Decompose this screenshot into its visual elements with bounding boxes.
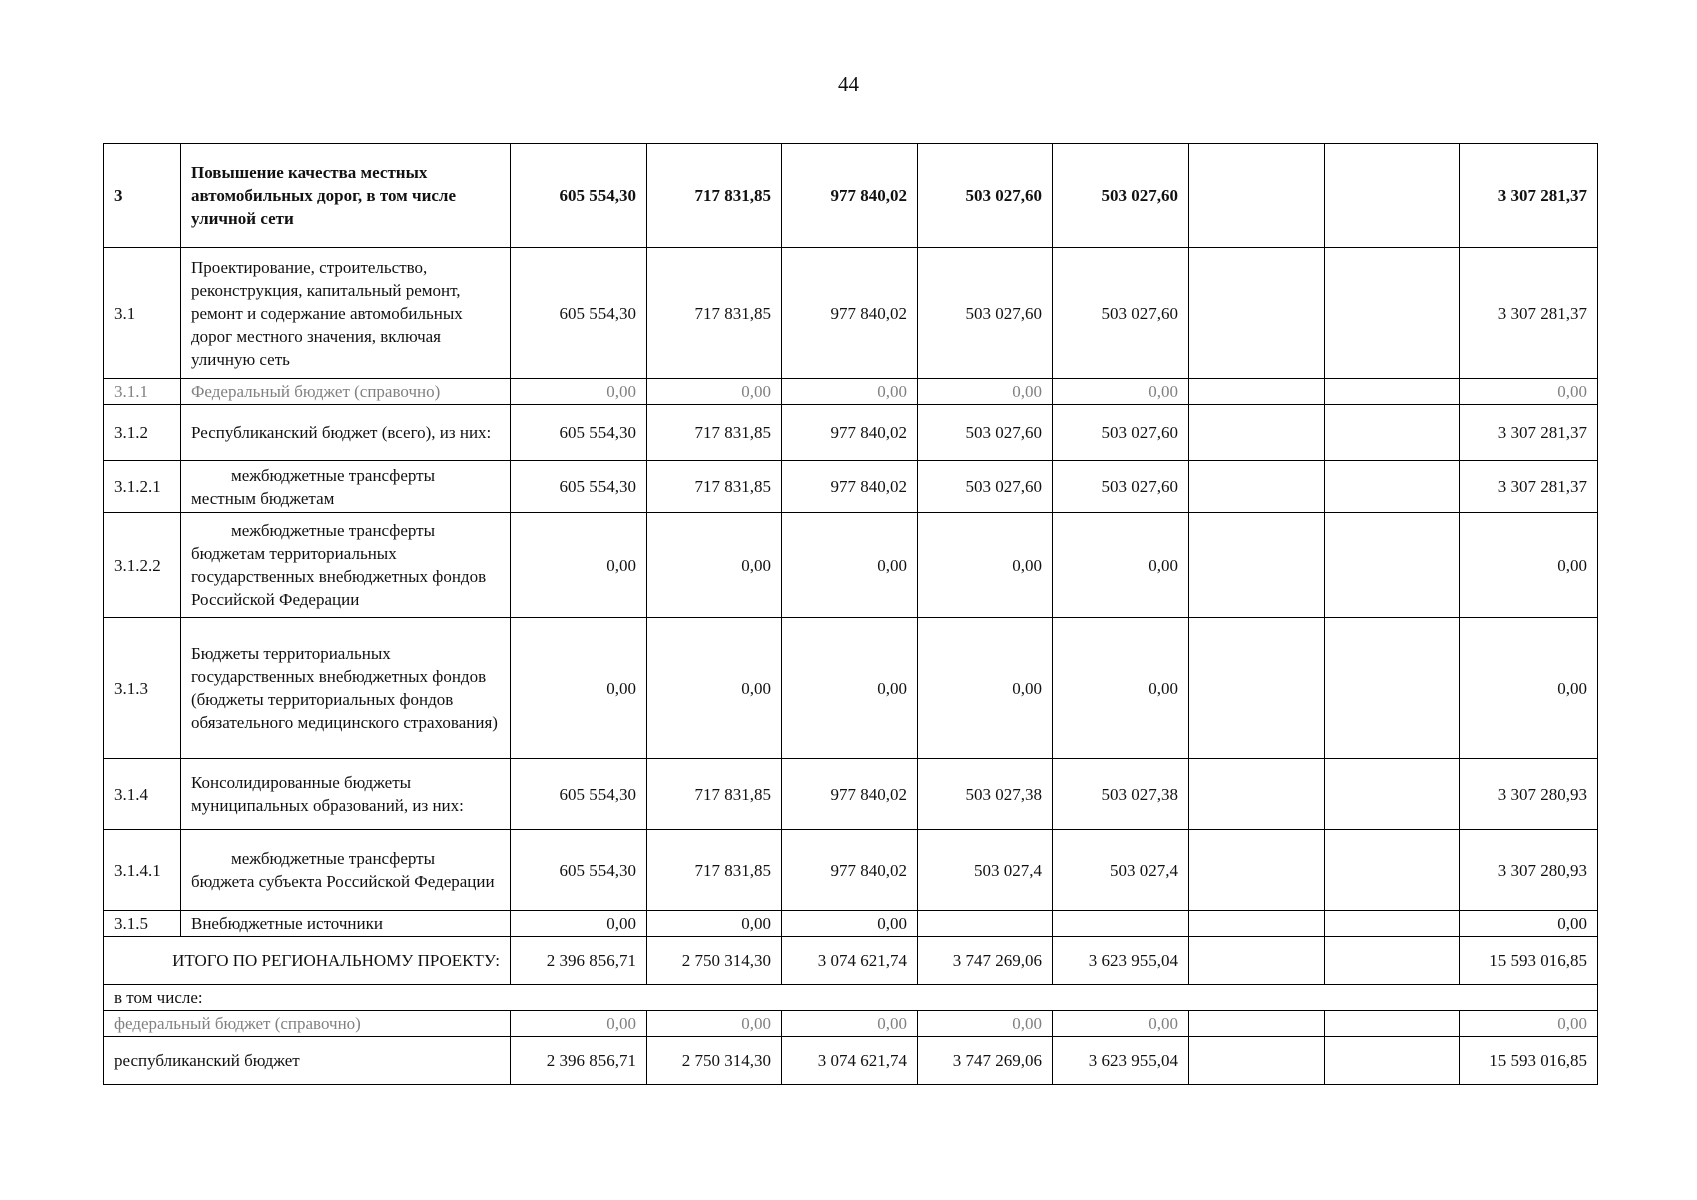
table-row xyxy=(104,830,1598,911)
total-cell: 3 307 281,37 xyxy=(1460,405,1598,461)
value-cell: 503 027,60 xyxy=(918,461,1053,513)
value-cell: 977 840,02 xyxy=(782,405,918,461)
table-row xyxy=(104,513,1598,618)
value-cell xyxy=(1053,911,1189,937)
table-row xyxy=(104,405,1598,461)
value-cell: 0,00 xyxy=(918,1011,1053,1037)
row-name: Бюджеты территориальных государственных внебюджетных фондов (бюджеты территориальных фондов обязательного медицинского страхования) xyxy=(181,618,511,759)
value-cell: 0,00 xyxy=(647,618,782,759)
value-cell xyxy=(1189,937,1325,985)
value-cell: 605 554,30 xyxy=(511,759,647,830)
total-cell: 15 593 016,85 xyxy=(1460,1037,1598,1085)
value-cell xyxy=(1325,461,1460,513)
value-cell: 0,00 xyxy=(918,513,1053,618)
value-cell: 977 840,02 xyxy=(782,248,918,379)
table-row xyxy=(104,618,1598,759)
value-cell: 717 831,85 xyxy=(647,405,782,461)
value-cell: 3 623 955,04 xyxy=(1053,937,1189,985)
federal-row xyxy=(104,1011,1598,1037)
value-cell: 0,00 xyxy=(511,1011,647,1037)
republic-row-label: республиканский бюджет xyxy=(104,1037,511,1085)
value-cell xyxy=(1325,405,1460,461)
value-cell: 0,00 xyxy=(647,513,782,618)
value-cell: 0,00 xyxy=(1053,379,1189,405)
row-name: Республиканский бюджет (всего), из них: xyxy=(181,405,511,461)
value-cell xyxy=(1325,379,1460,405)
value-cell: 605 554,30 xyxy=(511,830,647,911)
value-cell: 2 396 856,71 xyxy=(511,1037,647,1085)
row-code: 3.1.2.2 xyxy=(104,513,181,618)
table-row xyxy=(104,759,1598,830)
value-cell: 717 831,85 xyxy=(647,248,782,379)
value-cell: 605 554,30 xyxy=(511,405,647,461)
total-cell: 3 307 281,37 xyxy=(1460,248,1598,379)
row-name: Консолидированные бюджеты муниципальных образований, из них: xyxy=(181,759,511,830)
value-cell xyxy=(1325,1011,1460,1037)
value-cell xyxy=(1189,759,1325,830)
republic-row xyxy=(104,1037,1598,1085)
value-cell: 717 831,85 xyxy=(647,461,782,513)
budget-table xyxy=(103,143,1598,1085)
value-cell xyxy=(1189,461,1325,513)
value-cell: 3 747 269,06 xyxy=(918,1037,1053,1085)
row-code: 3.1.5 xyxy=(104,911,181,937)
value-cell: 503 027,60 xyxy=(918,405,1053,461)
value-cell: 977 840,02 xyxy=(782,461,918,513)
value-cell: 605 554,30 xyxy=(511,248,647,379)
value-cell: 0,00 xyxy=(511,911,647,937)
value-cell: 3 747 269,06 xyxy=(918,937,1053,985)
value-cell xyxy=(1325,911,1460,937)
including-row xyxy=(104,985,1598,1011)
value-cell: 0,00 xyxy=(511,513,647,618)
row-name: межбюджетные трансферты местным бюджетам xyxy=(181,461,511,513)
value-cell xyxy=(1189,144,1325,248)
row-code: 3.1.1 xyxy=(104,379,181,405)
value-cell xyxy=(1325,248,1460,379)
value-cell: 605 554,30 xyxy=(511,461,647,513)
row-name: Федеральный бюджет (справочно) xyxy=(181,379,511,405)
total-cell: 0,00 xyxy=(1460,1011,1598,1037)
value-cell: 503 027,60 xyxy=(1053,461,1189,513)
table-row xyxy=(104,911,1598,937)
value-cell xyxy=(1189,248,1325,379)
total-cell: 0,00 xyxy=(1460,379,1598,405)
row-code: 3.1.3 xyxy=(104,618,181,759)
value-cell xyxy=(1325,830,1460,911)
value-cell: 0,00 xyxy=(918,379,1053,405)
value-cell xyxy=(1325,1037,1460,1085)
value-cell xyxy=(1325,513,1460,618)
row-name: межбюджетные трансферты бюджета субъекта Российской Федерации xyxy=(181,830,511,911)
row-code: 3.1.4 xyxy=(104,759,181,830)
including-label: в том числе: xyxy=(104,985,1598,1011)
value-cell: 717 831,85 xyxy=(647,759,782,830)
value-cell xyxy=(1325,937,1460,985)
value-cell: 503 027,60 xyxy=(1053,144,1189,248)
value-cell: 3 074 621,74 xyxy=(782,1037,918,1085)
value-cell: 503 027,38 xyxy=(1053,759,1189,830)
row-code: 3 xyxy=(104,144,181,248)
value-cell xyxy=(1189,1011,1325,1037)
table-row xyxy=(104,248,1598,379)
value-cell xyxy=(1189,379,1325,405)
row-code: 3.1.2 xyxy=(104,405,181,461)
row-name: межбюджетные трансферты бюджетам территориальных государственных внебюджетных фондов Российской Федерации xyxy=(181,513,511,618)
value-cell: 0,00 xyxy=(1053,513,1189,618)
federal-row-label: федеральный бюджет (справочно) xyxy=(104,1011,511,1037)
value-cell: 503 027,4 xyxy=(918,830,1053,911)
total-cell: 0,00 xyxy=(1460,911,1598,937)
total-row xyxy=(104,937,1598,985)
value-cell xyxy=(1325,759,1460,830)
value-cell: 717 831,85 xyxy=(647,144,782,248)
value-cell xyxy=(918,911,1053,937)
row-name: Внебюджетные источники xyxy=(181,911,511,937)
total-cell: 3 307 280,93 xyxy=(1460,759,1598,830)
value-cell: 0,00 xyxy=(647,1011,782,1037)
row-name: Повышение качества местных автомобильных дорог, в том числе уличной сети xyxy=(181,144,511,248)
value-cell: 0,00 xyxy=(1053,618,1189,759)
total-cell: 3 307 281,37 xyxy=(1460,461,1598,513)
value-cell: 0,00 xyxy=(782,1011,918,1037)
value-cell: 0,00 xyxy=(647,379,782,405)
value-cell xyxy=(1325,144,1460,248)
value-cell: 0,00 xyxy=(511,618,647,759)
value-cell: 3 074 621,74 xyxy=(782,937,918,985)
value-cell: 0,00 xyxy=(782,618,918,759)
total-cell: 0,00 xyxy=(1460,618,1598,759)
value-cell: 503 027,60 xyxy=(918,248,1053,379)
value-cell xyxy=(1325,618,1460,759)
value-cell: 503 027,4 xyxy=(1053,830,1189,911)
value-cell: 0,00 xyxy=(1053,1011,1189,1037)
value-cell xyxy=(1189,911,1325,937)
value-cell xyxy=(1189,405,1325,461)
total-cell: 3 307 281,37 xyxy=(1460,144,1598,248)
value-cell xyxy=(1189,513,1325,618)
value-cell: 2 750 314,30 xyxy=(647,937,782,985)
total-cell: 0,00 xyxy=(1460,513,1598,618)
total-cell: 3 307 280,93 xyxy=(1460,830,1598,911)
row-code: 3.1.2.1 xyxy=(104,461,181,513)
value-cell: 0,00 xyxy=(647,911,782,937)
table-row xyxy=(104,144,1598,248)
value-cell xyxy=(1189,618,1325,759)
value-cell xyxy=(1189,830,1325,911)
value-cell: 503 027,60 xyxy=(918,144,1053,248)
value-cell: 3 623 955,04 xyxy=(1053,1037,1189,1085)
value-cell: 977 840,02 xyxy=(782,759,918,830)
row-code: 3.1 xyxy=(104,248,181,379)
value-cell: 0,00 xyxy=(782,911,918,937)
value-cell: 0,00 xyxy=(511,379,647,405)
value-cell: 0,00 xyxy=(782,379,918,405)
value-cell: 717 831,85 xyxy=(647,830,782,911)
page-number: 44 xyxy=(838,72,859,96)
value-cell: 977 840,02 xyxy=(782,144,918,248)
value-cell: 0,00 xyxy=(918,618,1053,759)
value-cell: 977 840,02 xyxy=(782,830,918,911)
table-row xyxy=(104,379,1598,405)
value-cell: 503 027,60 xyxy=(1053,405,1189,461)
total-cell: 15 593 016,85 xyxy=(1460,937,1598,985)
value-cell: 2 750 314,30 xyxy=(647,1037,782,1085)
value-cell: 605 554,30 xyxy=(511,144,647,248)
value-cell: 0,00 xyxy=(782,513,918,618)
total-row-label: ИТОГО ПО РЕГИОНАЛЬНОМУ ПРОЕКТУ: xyxy=(104,937,511,985)
row-code: 3.1.4.1 xyxy=(104,830,181,911)
value-cell: 503 027,38 xyxy=(918,759,1053,830)
table-row xyxy=(104,461,1598,513)
value-cell: 503 027,60 xyxy=(1053,248,1189,379)
value-cell: 2 396 856,71 xyxy=(511,937,647,985)
value-cell xyxy=(1189,1037,1325,1085)
row-name: Проектирование, строительство, реконструкция, капитальный ремонт, ремонт и содержание автомобильных дорог местного значения, включая уличную сеть xyxy=(181,248,511,379)
